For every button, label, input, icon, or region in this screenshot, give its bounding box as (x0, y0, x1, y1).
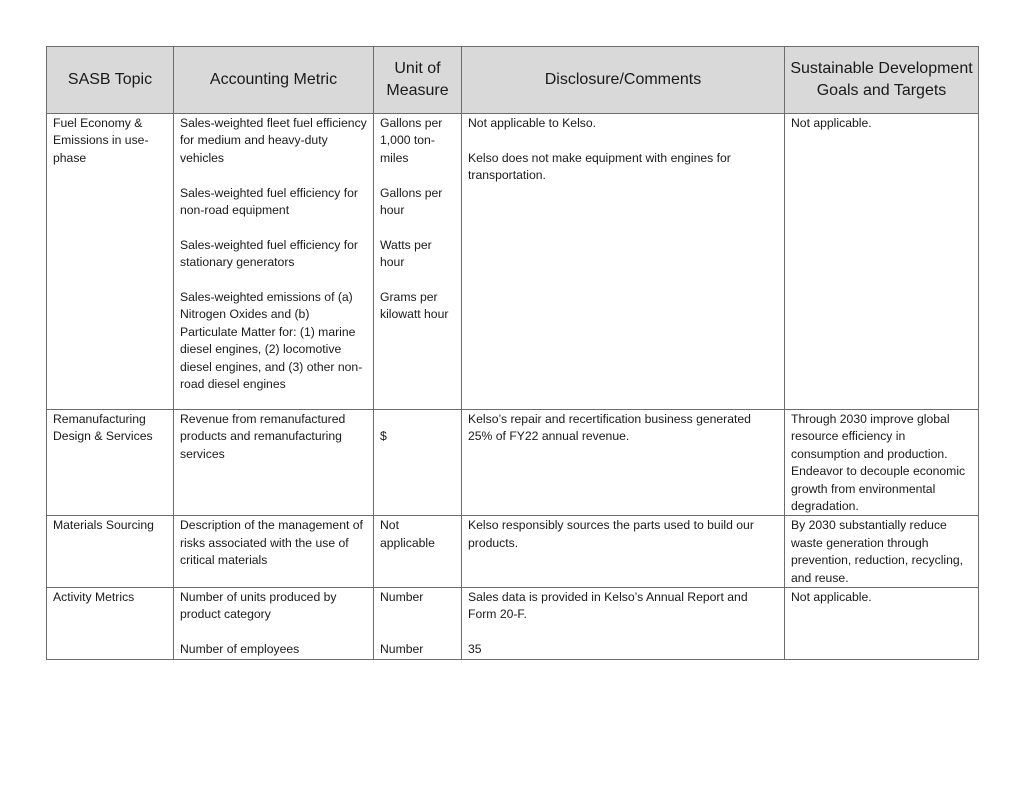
disclosure-text: Not applicable to Kelso. (468, 116, 597, 130)
metric-text: Sales-weighted fuel efficiency for non-road equipment (180, 185, 358, 217)
topic-text: Remanufacturing Design & Services (53, 412, 153, 444)
table-row (47, 114, 979, 410)
topic-text: Materials Sourcing (53, 518, 154, 533)
disclosure-cell (462, 516, 785, 588)
metric-text: Sales-weighted fleet fuel efficiency for medium and heavy-duty vehicles (180, 116, 367, 165)
table-header-row (47, 47, 979, 114)
metric-text: Description of the management of risks associated with the use of critical materials (180, 518, 363, 568)
sdg-cell (785, 588, 979, 660)
header-unit-of-measure: Unit of Measure (374, 47, 462, 114)
sdg-cell (785, 516, 979, 588)
topic-cell (47, 114, 174, 410)
sasb-disclosure-table (46, 46, 979, 660)
disclosure-text: Kelso’s repair and recertification business generated 25% of FY22 annual revenue. (468, 412, 751, 444)
sdg-cell (785, 114, 979, 410)
unit-cell (374, 410, 462, 516)
table-row (47, 588, 979, 660)
metric-text: Sales-weighted emissions of (a) Nitrogen Oxides and (b) Particulate Matter for: (1) marine diesel engines, (2) locomotive diesel engines, and (3) other non-road diesel engines (180, 289, 363, 391)
topic-text: Fuel Economy & Emissions in use-phase (53, 116, 149, 165)
unit-text: Gallons per hour (380, 185, 443, 217)
disclosure-text: 35 (468, 642, 482, 657)
header-sasb-topic: SASB Topic (47, 47, 174, 114)
topic-cell (47, 588, 174, 660)
sdg-text: Not applicable. (791, 116, 872, 130)
disclosure-cell (462, 588, 785, 660)
table-row (47, 410, 979, 516)
metric-cell (174, 516, 374, 588)
topic-cell (47, 410, 174, 516)
sdg-text: Through 2030 improve global resource efficiency in consumption and production. Endeavor to decouple economic growth from environmental degradation. (791, 412, 966, 514)
unit-cell (374, 516, 462, 588)
unit-cell (374, 588, 462, 660)
sdg-text: Not applicable. (791, 590, 872, 605)
topic-text: Activity Metrics (53, 590, 135, 605)
unit-text: $ (380, 429, 387, 444)
sdg-text: By 2030 substantially reduce waste generation through prevention, reduction, recycling, and reuse. (791, 518, 964, 585)
metric-text: Sales-weighted fuel efficiency for stationary generators (180, 237, 358, 270)
metric-text: Number of units produced by product category (180, 590, 337, 622)
header-accounting-metric: Accounting Metric (174, 47, 374, 114)
topic-cell (47, 516, 174, 588)
unit-text: Gallons per 1,000 ton-miles (380, 116, 443, 165)
disclosure-cell (462, 114, 785, 410)
unit-text: Number (380, 590, 424, 605)
table-row (47, 516, 979, 588)
disclosure-text: Kelso responsibly sources the parts used to build our products. (468, 518, 754, 550)
metric-text: Number of employees (180, 642, 300, 657)
unit-text: Grams per kilowatt hour (380, 289, 449, 322)
header-disclosure-comments: Disclosure/Comments (462, 47, 785, 114)
metric-text: Revenue from remanufactured products and remanufacturing services (180, 412, 346, 461)
unit-cell (374, 114, 462, 410)
header-sdg-targets: Sustainable Development Goals and Targets (785, 47, 979, 114)
unit-text: Not applicable (380, 518, 435, 550)
disclosure-cell (462, 410, 785, 516)
metric-cell (174, 588, 374, 660)
disclosure-text: Kelso does not make equipment with engines for transportation. (468, 150, 731, 183)
metric-cell (174, 114, 374, 410)
sdg-cell (785, 410, 979, 516)
unit-text: Number (380, 642, 424, 657)
disclosure-text: Sales data is provided in Kelso’s Annual Report and Form 20-F. (468, 590, 748, 622)
unit-text: Watts per hour (380, 237, 432, 270)
metric-cell (174, 410, 374, 516)
